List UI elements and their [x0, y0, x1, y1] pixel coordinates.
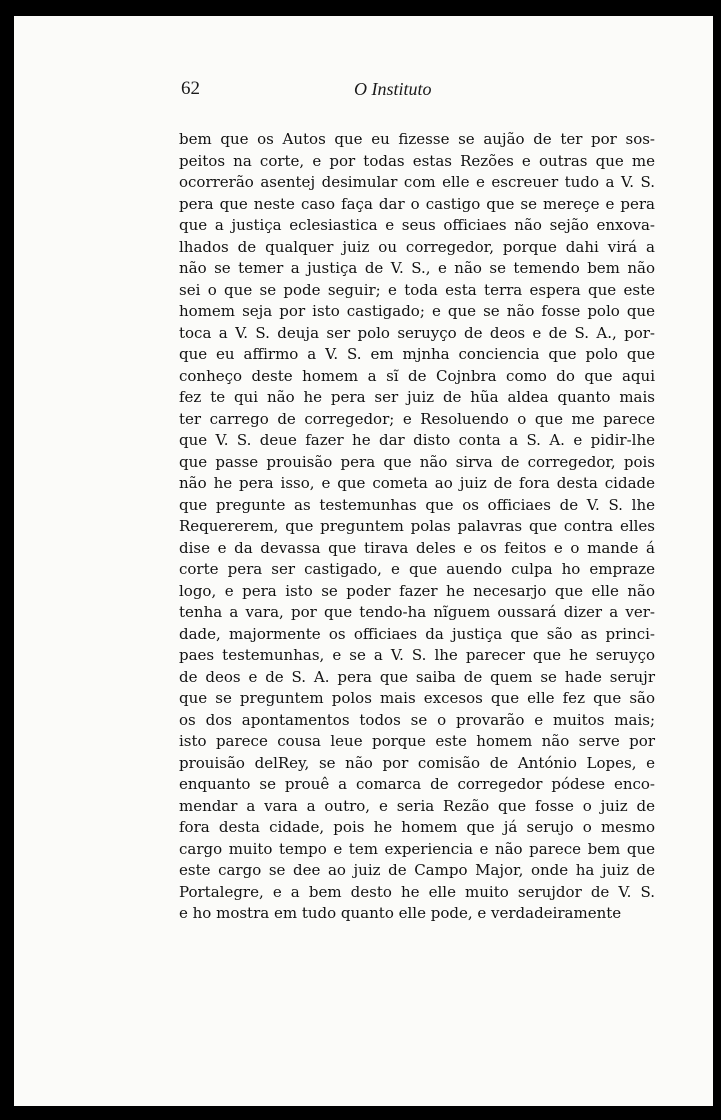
text-line: peitos na corte, e por todas estas Rezões e outras que me: [179, 151, 655, 170]
text-line: que se preguntem polos mais excesos que elle fez que são: [179, 689, 655, 707]
text-line: que V. S. deue fazer he dar disto conta a S. A. e pidir-lhe: [179, 431, 655, 449]
body-text: [179, 129, 655, 925]
text-line: conheço deste homem a sĩ de Cojnbra como do que aqui: [179, 366, 655, 385]
text-line: os dos apontamentos todos se o provarão e muitos mais;: [179, 710, 655, 729]
text-line: mendar a vara a outro, e seria Rezão que fosse o juiz de: [179, 796, 655, 815]
text-line: sei o que se pode seguir; e toda esta terra espera que este: [179, 280, 655, 299]
page-number: 62: [181, 78, 200, 99]
text-line: não he pera isso, e que cometa ao juiz de fora desta cidade: [179, 474, 655, 492]
text-line: paes testemunhas, e se a V. S. lhe parecer que he seruyço: [179, 646, 655, 664]
text-line: que passe prouisão pera que não sirva de corregedor, pois: [179, 452, 655, 471]
text-line: Portalegre, e a bem desto he elle muito serujdor de V. S.: [179, 882, 655, 901]
text-line: cargo muito tempo e tem experiencia e não parece bem que: [179, 839, 655, 858]
text-line: tenha a vara, por que tendo-ha nĩguem oussará dizer a ver-: [179, 603, 655, 621]
text-line: não se temer a justiça de V. S., e não se temendo bem não: [179, 259, 655, 277]
text-line: que a justiça eclesiastica e seus officiaes não sejão enxova-: [179, 216, 655, 234]
text-line: homem seja por isto castigado; e que se não fosse polo que: [179, 302, 655, 320]
text-line: isto parece cousa leue porque este homem não serve por: [179, 732, 655, 750]
page-header: [14, 16, 713, 99]
text-line: que eu affirmo a V. S. em mjnha conciencia que polo que: [179, 345, 655, 363]
text-line: dise e da devassa que tirava deles e os feitos e o mande á: [179, 538, 655, 557]
text-line: de deos e de S. A. pera que saiba de quem se hade serujr: [179, 667, 655, 686]
text-line: toca a V. S. deuja ser polo seruyço de deos e de S. A., por-: [179, 323, 655, 342]
text-line: prouisão delRey, se não por comisão de António Lopes, e: [179, 753, 655, 772]
text-line: que pregunte as testemunhas que os officiaes de V. S. lhe: [179, 495, 655, 514]
text-line: ocorrerão asentej desimular com elle e escreuer tudo a V. S.: [179, 173, 655, 191]
book-page: [14, 16, 713, 1106]
text-line: lhados de qualquer juiz ou corregedor, porque dahi virá a: [179, 237, 655, 256]
running-title: O Instituto: [354, 79, 432, 99]
text-line: este cargo se dee ao juiz de Campo Major, onde ha juiz de: [179, 861, 655, 879]
text-line: logo, e pera isto se poder fazer he necesarjo que elle não: [179, 581, 655, 600]
text-line: bem que os Autos que eu fizesse se aujão de ter por sos-: [179, 130, 655, 148]
text-line: pera que neste caso faça dar o castigo que se mereçe e pera: [179, 194, 655, 213]
text-line: fez te qui não he pera ser juiz de hũa aldea quanto mais: [179, 388, 655, 406]
text-line: enquanto se prouê a comarca de corregedor pódese enco-: [179, 775, 655, 793]
text-line: corte pera ser castigado, e que auendo culpa ho empraze: [179, 560, 655, 578]
text-line: fora desta cidade, pois he homem que já serujo o mesmo: [179, 818, 655, 836]
text-line: dade, majormente os officiaes da justiça que são as princi-: [179, 624, 655, 643]
text-line: Requererem, que preguntem polas palavras que contra elles: [179, 517, 655, 535]
text-line: e ho mostra em tudo quanto elle pode, e verdadeiramente: [179, 904, 622, 922]
text-line: ter carrego de corregedor; e Resoluendo o que me parece: [179, 409, 655, 428]
